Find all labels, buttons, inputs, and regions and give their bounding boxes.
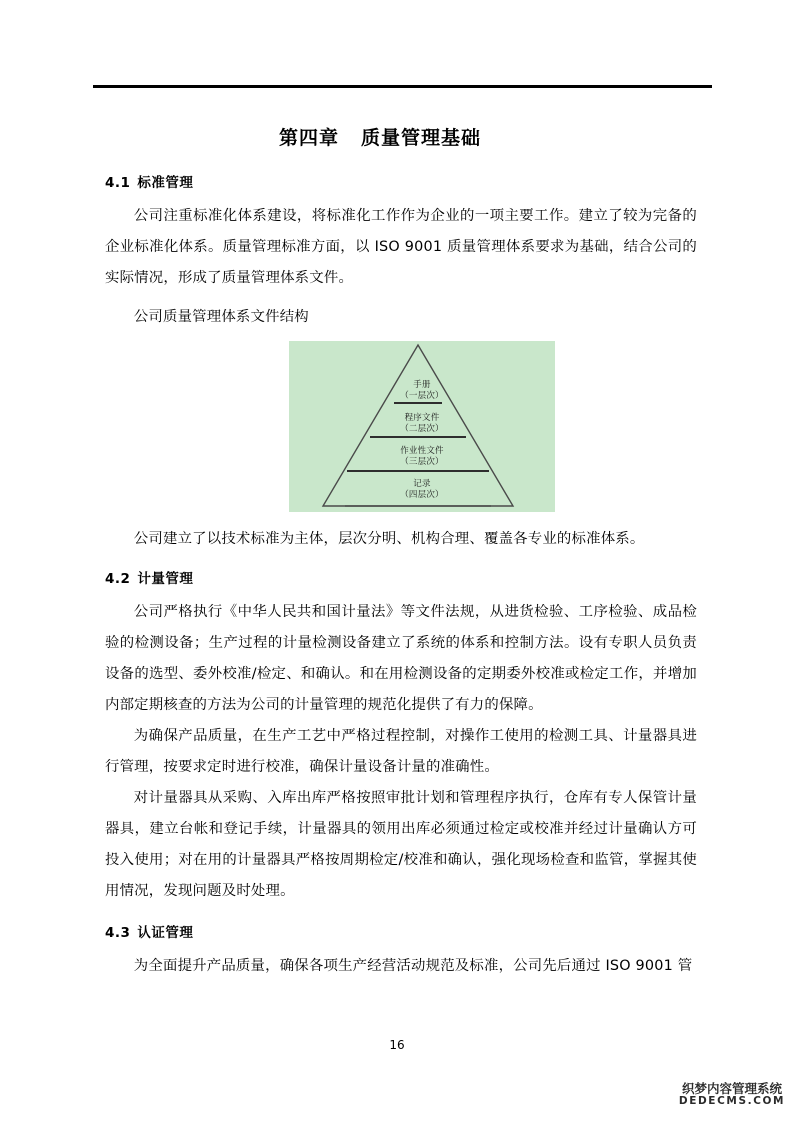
pyramid-tier-4 — [289, 479, 555, 501]
spacer — [105, 153, 697, 173]
pyramid-tier-4-level: （四层次） — [400, 490, 444, 500]
section-heading-4-2 — [105, 569, 697, 589]
section-number-4-1: 4.1 — [105, 175, 131, 191]
figure-canvas — [289, 341, 555, 512]
pyramid-tier-1-level: （一层次） — [400, 391, 444, 401]
pyramid-tier-3-title: 作业性文件 — [400, 446, 444, 456]
page-content — [105, 110, 697, 982]
section-number-4-3: 4.3 — [105, 925, 131, 941]
spacer — [105, 294, 697, 302]
page-title — [105, 123, 697, 153]
watermark-chinese: 织梦内容管理系统 — [681, 1081, 782, 1096]
spacer — [105, 193, 697, 201]
pyramid-tier-4-title: 记录 — [413, 479, 431, 489]
header-rule — [93, 85, 712, 88]
section-heading-4-1 — [105, 173, 697, 193]
watermark — [676, 1082, 788, 1107]
section-number-4-2: 4.2 — [105, 571, 131, 587]
section-title-4-2: 计量管理 — [137, 571, 194, 587]
watermark-latin: DEDECMS.COM — [678, 1095, 786, 1108]
spacer — [105, 333, 697, 341]
pyramid-tier-2 — [289, 413, 555, 435]
section-title-4-1: 标准管理 — [137, 175, 194, 191]
page-number: 16 — [389, 1038, 405, 1052]
paragraph-4-2-1: 公司严格执行《中华人民共和国计量法》等文件法规，从进货检验、工序检验、成品检验的检测设备；生产过程的计量检测设备建立了系统的体系和控制方法。设有专职人员负责设备的选型、委外校准/检定、和确认。和在用检测设备的定期委外校准或检定工作，并增加内部定期核查的方法为公司的计量管理的规范化提供了有力的保障。 — [105, 604, 697, 713]
figure-quality-pyramid — [105, 341, 697, 512]
section-title-4-3: 认证管理 — [137, 925, 194, 941]
spacer — [105, 555, 697, 569]
spacer — [105, 512, 697, 524]
paragraph-4-1-1: 公司注重标准化体系建设，将标准化工作作为企业的一项主要工作。建立了较为完备的企业标准化体系。质量管理标准方面，以 ISO 9001 质量管理体系要求为基础，结合公司的实际情况，形成了质量管理体系文件。 — [105, 208, 697, 286]
spacer — [105, 589, 697, 597]
paragraph-4-3-1: 为全面提升产品质量，确保各项生产经营活动规范及标准，公司先后通过 ISO 9001 管 — [133, 958, 693, 974]
paragraph-4-2-3: 对计量器具从采购、入库出库严格按照审批计划和管理程序执行，仓库有专人保管计量器具，建立台帐和登记手续，计量器具的领用出库必须通过检定或校准并经过计量确认方可投入使用；对在用的计量器具严格按周期检定/校准和确认，强化现场检查和监管，掌握其使用情况，发现问题及时处理。 — [105, 790, 697, 899]
pyramid-tier-1 — [289, 380, 555, 402]
paragraph-4-1-2: 公司建立了以技术标准为主体，层次分明、机构合理、覆盖各专业的标准体系。 — [133, 531, 645, 547]
chapter-number: 第四章 — [278, 127, 339, 149]
section-heading-4-3 — [105, 923, 697, 943]
pyramid-tier-2-title: 程序文件 — [404, 413, 440, 423]
figure-caption: 公司质量管理体系文件结构 — [133, 309, 309, 325]
pyramid-tier-2-level: （二层次） — [400, 424, 444, 434]
pyramid-tier-1-title: 手册 — [413, 380, 431, 390]
pyramid-tier-3-level: （三层次） — [400, 457, 444, 467]
chapter-title-text: 质量管理基础 — [361, 127, 482, 149]
paragraph-4-2-2: 为确保产品质量，在生产工艺中严格过程控制，对操作工使用的检测工具、计量器具进行管理，按要求定时进行校准，确保计量设备计量的准确性。 — [105, 728, 697, 775]
spacer — [105, 943, 697, 951]
pyramid-tier-3 — [289, 446, 555, 468]
spacer — [105, 907, 697, 923]
